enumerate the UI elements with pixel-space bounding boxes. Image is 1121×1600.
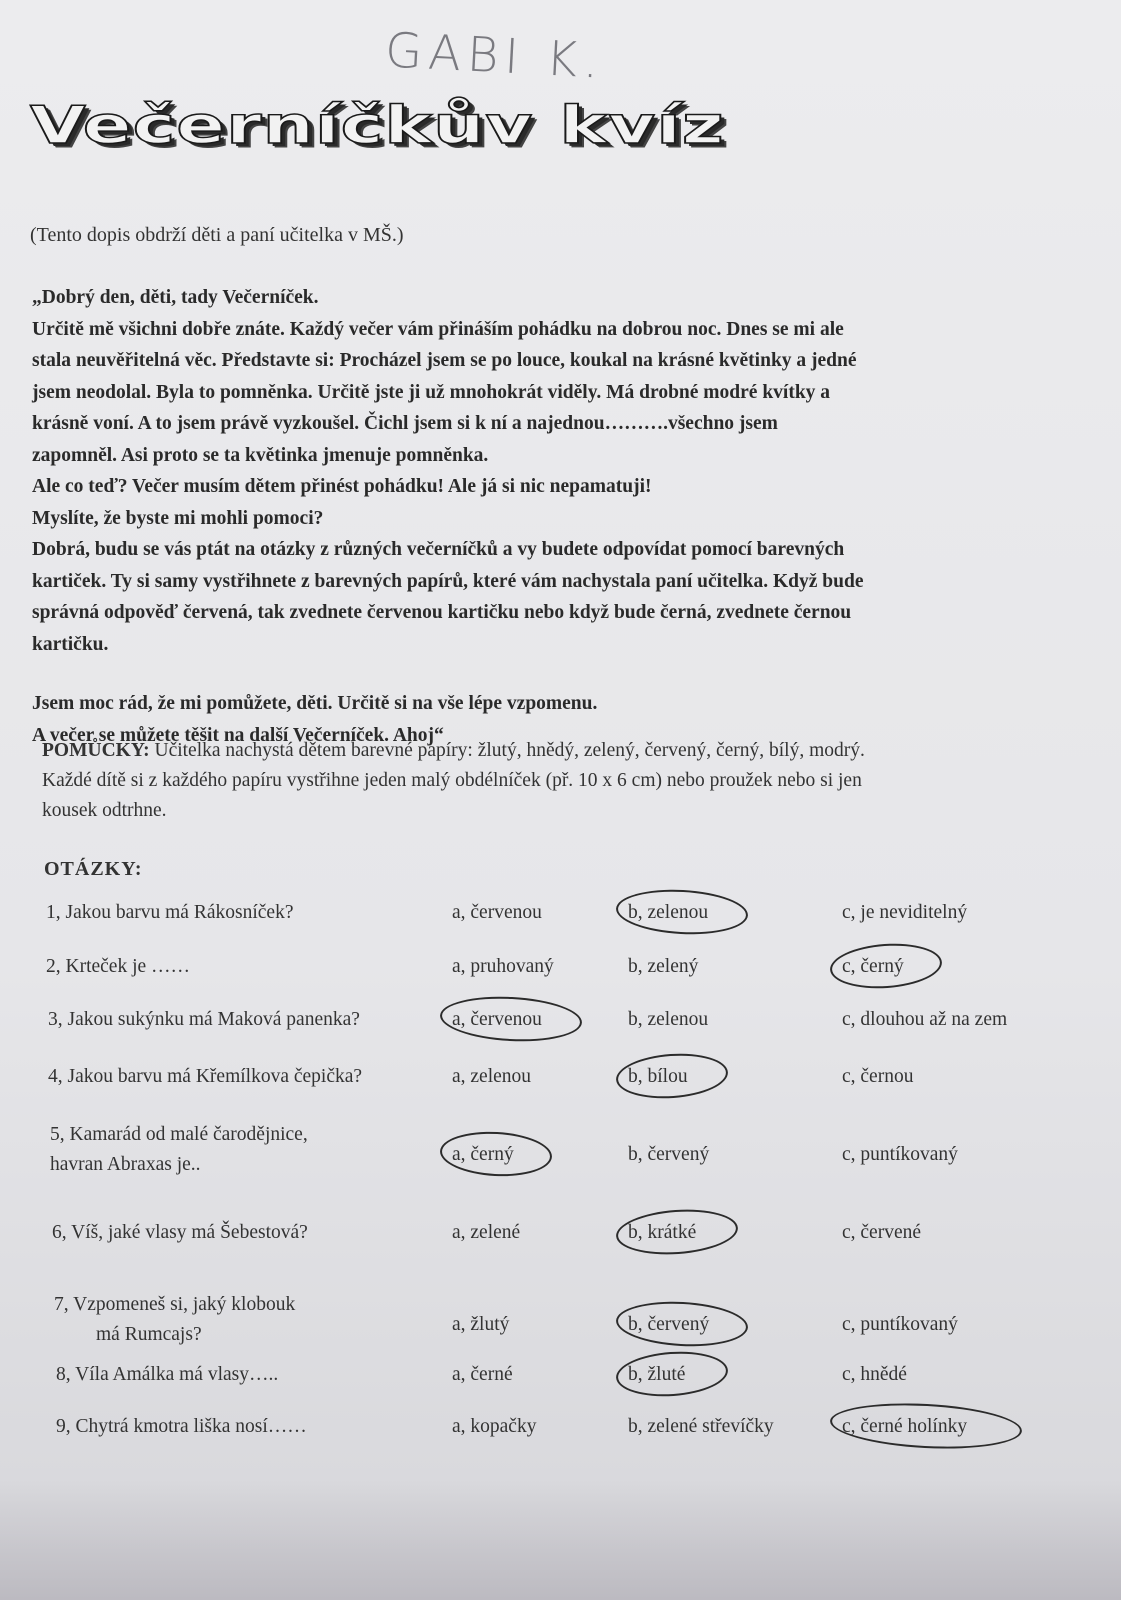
answer-option-a: a, červenou	[452, 1009, 542, 1030]
aids-section	[42, 736, 1062, 826]
question-row	[54, 1290, 1064, 1354]
question-row	[48, 1005, 1058, 1037]
intro-note: (Tento dopis obdrží děti a paní učitelka v MŠ.)	[30, 224, 404, 246]
question-row	[56, 1412, 1066, 1444]
letter-line: krásně voní. A to jsem právě vyzkoušel. Čichl jsem si k ní a najednou……….všechno jsem	[32, 413, 778, 434]
aids-text: Každé dítě si z každého papíru vystřihne jeden malý obdélníček (př. 10 x 6 cm) nebo proužek nebo si jen	[42, 770, 862, 791]
question-text: 8, Víla Amálka má vlasy…..	[56, 1364, 279, 1385]
answer-option-a: a, červenou	[452, 902, 542, 923]
answer-option-a: a, pruhovaný	[452, 956, 554, 977]
page-title: Večerníčkův kvíz	[30, 95, 725, 156]
question-text: havran Abraxas je..	[50, 1154, 201, 1175]
letter-line: kartiček. Ty si samy vystřihnete z barevných papírů, které vám nachystala paní učitelka. Když bude	[32, 570, 864, 592]
answer-option-b: b, bílou	[628, 1066, 688, 1087]
answer-option-c: c, je neviditelný	[842, 902, 968, 923]
answer-option-a: a, žlutý	[452, 1314, 510, 1335]
question-row	[46, 952, 1056, 984]
handwritten-name: GABI K.	[383, 22, 606, 90]
letter-text	[32, 282, 1062, 751]
answer-option-b: b, zelený	[628, 956, 699, 977]
answer-option-b: b, žluté	[628, 1364, 686, 1385]
answer-option-b: b, červený	[628, 1144, 710, 1165]
question-text: 4, Jakou barvu má Křemílkova čepička?	[48, 1066, 363, 1087]
aids-label: POMŮCKY:	[42, 740, 150, 761]
answer-option-a: a, zelenou	[452, 1066, 532, 1087]
questions-heading: OTÁZKY:	[44, 858, 143, 880]
letter-line: kartičku.	[32, 633, 109, 655]
question-row	[46, 898, 1056, 930]
answer-option-b: b, zelenou	[628, 902, 709, 923]
answer-option-c: c, černý	[842, 956, 904, 977]
answer-option-c: c, puntíkovaný	[842, 1144, 958, 1165]
question-row	[56, 1360, 1066, 1392]
letter-line: Ale co teď? Večer musím dětem přinést pohádku! Ale já si nic nepamatuji!	[32, 476, 652, 497]
question-text: má Rumcajs?	[96, 1324, 202, 1345]
answer-option-c: c, červené	[842, 1222, 922, 1243]
answer-option-b: b, krátké	[628, 1222, 697, 1243]
letter-closing-line: A večer se můžete těšit na další Večerníček. Ahoj“	[32, 724, 444, 746]
answer-option-c: c, hnědé	[842, 1364, 907, 1385]
answer-option-c: c, černou	[842, 1066, 914, 1087]
letter-line: Dobrá, budu se vás ptát na otázky z různých večerníčků a vy budete odpovídat pomocí barevných	[32, 539, 845, 560]
question-row	[52, 1218, 1062, 1250]
question-text: 1, Jakou barvu má Rákosníček?	[46, 902, 294, 923]
letter-line: „Dobrý den, děti, tady Večerníček.	[32, 287, 319, 308]
letter-line: zapomněl. Asi proto se ta květinka jmenuje pomněnka.	[32, 444, 489, 466]
question-text: 7, Vzpomeneš si, jaký klobouk	[54, 1294, 296, 1315]
answer-option-a: a, černý	[452, 1144, 514, 1165]
question-text: 9, Chytrá kmotra liška nosí……	[56, 1416, 307, 1437]
letter-line: Myslíte, že byste mi mohli pomoci?	[32, 507, 324, 529]
answer-option-a: a, černé	[452, 1364, 513, 1385]
letter-line: správná odpověď červená, tak zvednete červenou kartičku nebo když bude černá, zvednete černou	[32, 602, 852, 623]
answer-option-a: a, kopačky	[452, 1416, 537, 1437]
letter-line: stala neuvěřitelná věc. Představte si: Procházel jsem se po louce, koukal na krásné květinky a jedné	[32, 350, 857, 371]
question-row	[50, 1120, 1060, 1184]
letter-line: jsem neodolal. Byla to pomněnka. Určitě jste ji už mnohokrát viděly. Má drobné modré kvítky a	[32, 381, 831, 403]
question-text: 2, Krteček je ……	[46, 956, 191, 977]
aids-text: Učitelka nachystá dětem barevné papíry: žlutý, hnědý, zelený, červený, černý, bílý, modrý.	[154, 740, 865, 761]
answer-option-c: c, černé holínky	[842, 1416, 968, 1437]
answer-option-c: c, dlouhou až na zem	[842, 1009, 1008, 1030]
answer-option-b: b, zelené střevíčky	[628, 1416, 774, 1437]
answer-option-b: b, zelenou	[628, 1009, 709, 1030]
question-text: 3, Jakou sukýnku má Maková panenka?	[48, 1009, 360, 1030]
question-text: 5, Kamarád od malé čarodějnice,	[50, 1124, 308, 1145]
question-row	[48, 1062, 1058, 1094]
answer-option-b: b, červený	[628, 1314, 710, 1335]
answer-option-a: a, zelené	[452, 1222, 521, 1243]
question-text: 6, Víš, jaké vlasy má Šebestová?	[52, 1222, 308, 1243]
letter-line: Určitě mě všichni dobře znáte. Každý večer vám přináším pohádku na dobrou noc. Dnes se mi ale	[32, 318, 844, 340]
letter-closing-line: Jsem moc rád, že mi pomůžete, děti. Určitě si na vše lépe vzpomenu.	[32, 693, 598, 714]
answer-option-c: c, puntíkovaný	[842, 1314, 958, 1335]
aids-text: kousek odtrhne.	[42, 800, 167, 821]
